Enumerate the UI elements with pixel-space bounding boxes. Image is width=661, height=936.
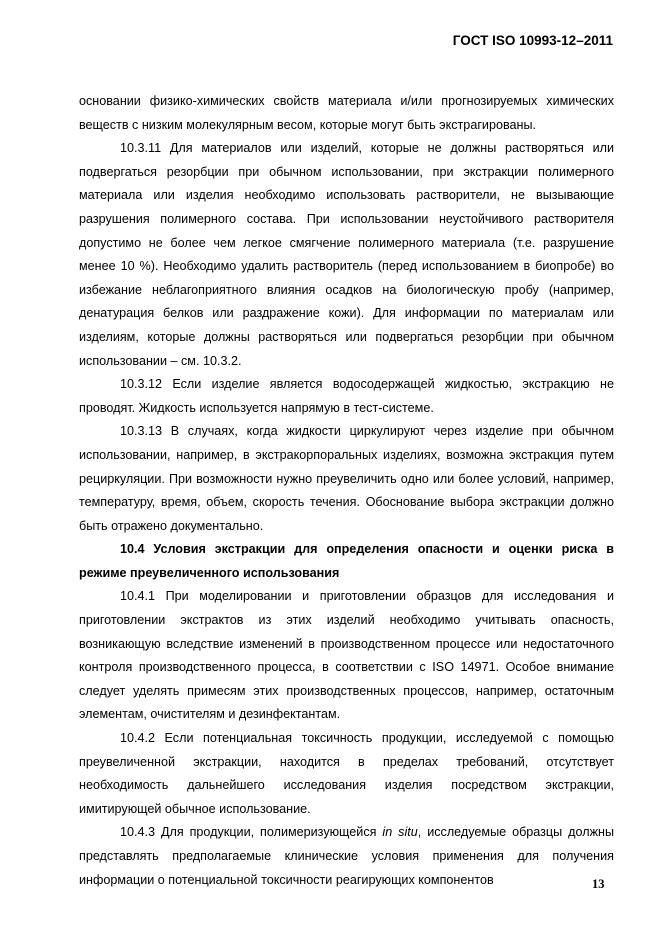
- section-heading-10-4: 10.4 Условия экстракции для определения опасности и оценки риска в режиме преувеличенного использования: [79, 542, 614, 580]
- paragraph-10-4-3-end: , исследуемые образцы должны представлять предполагаемые клинические условия применения для получения информации о потенциальной токсичности реагирующих компонентов: [79, 825, 615, 887]
- page-body: [79, 90, 614, 892]
- paragraph-10-4-3-italic: in situ: [382, 825, 418, 840]
- paragraph-10-4-1: 10.4.1 При моделировании и приготовлении образцов для исследования и приготовлении экстрактов из этих изделий необходимо учитывать опасность, возникающую вследствие изменений в производственном процессе или недостаточного контроля производственного процесса, в соответствии с ISO 14971. Особое внимание следует уделять примесям этих производственных процессов, например, остаточным элементам, очистителям и дезинфектантам.: [79, 589, 614, 722]
- paragraph-10-3-13: 10.3.13 В случаях, когда жидкости циркулируют через изделие при обычном использовании, например, в экстракорпоральных изделиях, возможна экстракция путем рециркуляции. При возможности нужно преувеличить одно или более условий, например, температуру, время, объем, скорость течения. Обоснование выбора экстракции должно быть отражено документально.: [79, 424, 614, 533]
- paragraph-10-4-3-start: 10.4.3 Для продукции, полимеризующейся: [120, 825, 383, 840]
- paragraph-10-3-11: 10.3.11 Для материалов или изделий, которые не должны растворяться или подвергаться резорбции при обычном использовании, при экстракции полимерного материала или изделия необходимо использовать растворители, не вызывающие разрушения полимерного состава. При использовании неустойчивого растворителя допустимо не более чем легкое смягчение полимерного материала (т.е. разрушение менее 10 %). Необходимо удалить растворитель (перед использованием в биопробе) во избежание неблагоприятного влияния осадков на биологическую пробу (например, денатурация белков или раздражение кожи). Для информации по материалам или изделиям, которые должны растворяться или подвергаться резорбции при обычном использовании – см. 10.3.2.: [79, 141, 614, 368]
- document-header: ГОСТ ISO 10993-12–2011: [452, 33, 613, 48]
- paragraph-10-3-12: 10.3.12 Если изделие является водосодержащей жидкостью, экстракцию не проводят. Жидкость используется напрямую в тест-системе.: [79, 377, 614, 415]
- paragraph-10-4-2: 10.4.2 Если потенциальная токсичность продукции, исследуемой с помощью преувеличенной экстракции, находится в пределах требований, отсутствует необходимость дальнейшего исследования изделия посредством экстракции, имитирующей обычное использование.: [79, 731, 614, 816]
- paragraph-continued: основании физико-химических свойств материала и/или прогнозируемых химических веществ с низким молекулярным весом, которые могут быть экстрагированы.: [79, 94, 614, 132]
- page-number: 13: [592, 877, 605, 891]
- paragraph-10-4-3: [79, 821, 614, 892]
